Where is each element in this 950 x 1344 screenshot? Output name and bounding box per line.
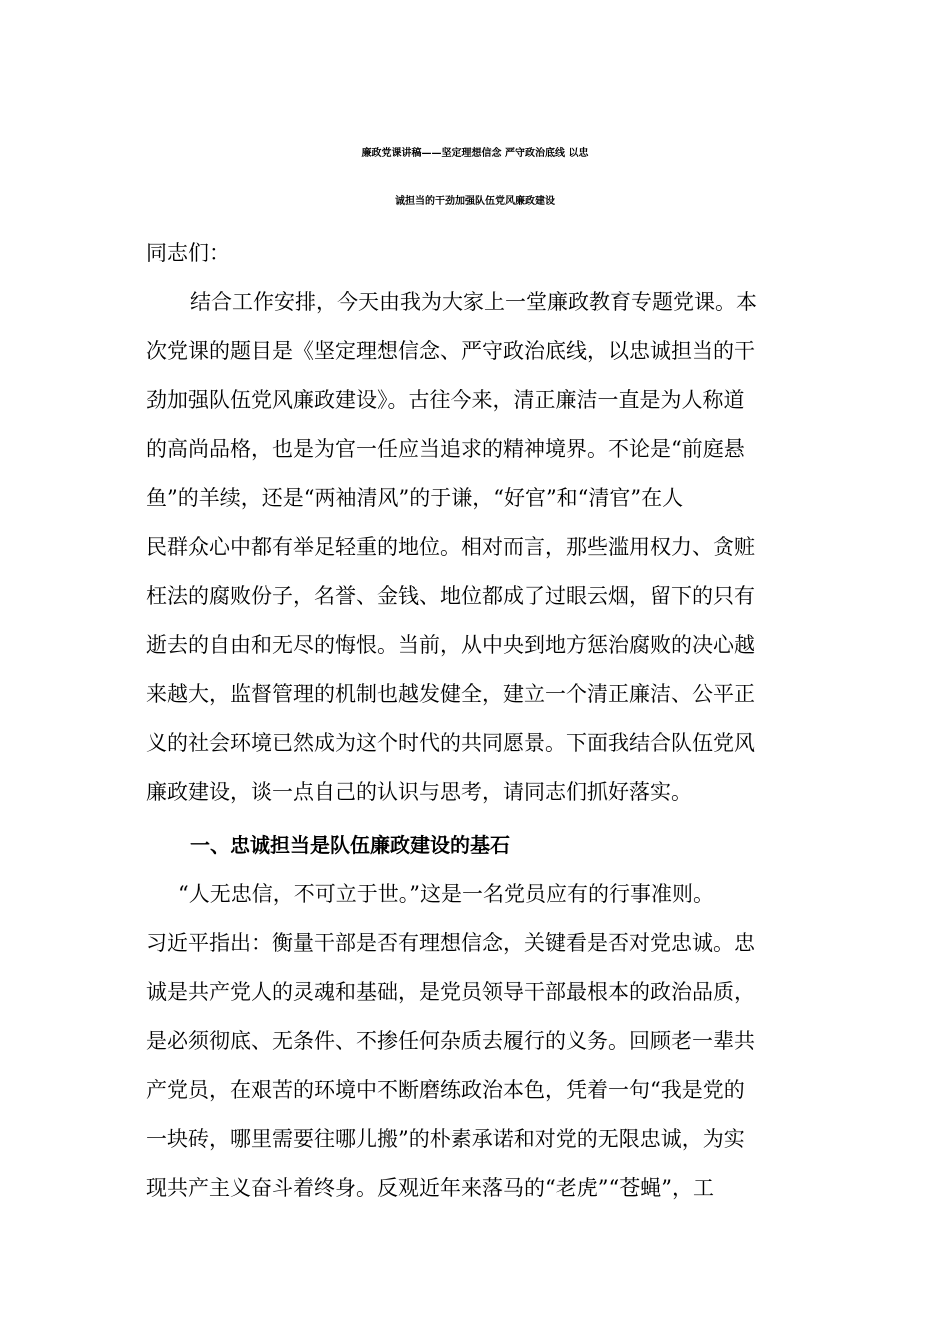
section-heading-1: 一、忠诚担当是队伍廉政建设的基石 — [190, 833, 510, 857]
intro-line-2: 次党课的题目是《坚定理想信念、严守政治底线，以忠诚担当的干 — [146, 339, 755, 363]
section1-line-4: 是必须彻底、无条件、不掺任何杂质去履行的义务。回顾老一辈共 — [146, 1029, 755, 1053]
section1-line-6: 一块砖，哪里需要往哪儿搬”的朴素承诺和对党的无限忠诚，为实 — [146, 1127, 745, 1151]
intro-line-3: 劲加强队伍党风廉政建设》。古往今来，清正廉洁一直是为人称道 — [146, 388, 745, 412]
section1-line-3: 诚是共产党人的灵魂和基础，是党员领导干部最根本的政治品质， — [146, 980, 755, 1004]
intro-line-9: 来越大，监督管理的机制也越发健全，建立一个清正廉洁、公平正 — [146, 682, 755, 706]
intro-line-6: 民群众心中都有举足轻重的地位。相对而言，那些滥用权力、贪赃 — [146, 535, 755, 559]
intro-line-8: 逝去的自由和无尽的悔恨。当前，从中央到地方惩治腐败的决心越 — [146, 633, 755, 657]
intro-line-4: 的高尚品格，也是为官一任应当追求的精神境界。不论是“前庭悬 — [146, 437, 745, 461]
intro-line-5: 鱼”的羊续，还是“两袖清风”的于谦，“好官”和“清官”在人 — [146, 486, 684, 510]
intro-line-1: 结合工作安排，今天由我为大家上一堂廉政教育专题党课。本 — [190, 290, 757, 314]
section1-line-2: 习近平指出：衡量干部是否有理想信念，关键看是否对党忠诚。忠 — [146, 931, 755, 955]
document-title-line-2: 诚担当的干劲加强队伍党风廉政建设 — [395, 196, 555, 207]
intro-line-10: 义的社会环境已然成为这个时代的共同愿景。下面我结合队伍党风 — [146, 731, 755, 755]
section1-line-1: “人无忠信，不可立于世。”这是一名党员应有的行事准则。 — [178, 882, 714, 906]
intro-line-11: 廉政建设，谈一点自己的认识与思考，请同志们抓好落实。 — [146, 780, 692, 804]
salutation: 同志们： — [146, 241, 230, 265]
document-title-line-1: 廉政党课讲稿——坚定理想信念 严守政治底线 以忠 — [361, 148, 589, 159]
section1-line-5: 产党员，在艰苦的环境中不断磨练政治本色，凭着一句“我是党的 — [146, 1078, 745, 1102]
intro-line-7: 枉法的腐败份子，名誉、金钱、地位都成了过眼云烟，留下的只有 — [146, 584, 755, 608]
section1-line-7: 现共产主义奋斗着终身。反观近年来落马的“老虎”“苍蝇”，工 — [146, 1176, 714, 1200]
